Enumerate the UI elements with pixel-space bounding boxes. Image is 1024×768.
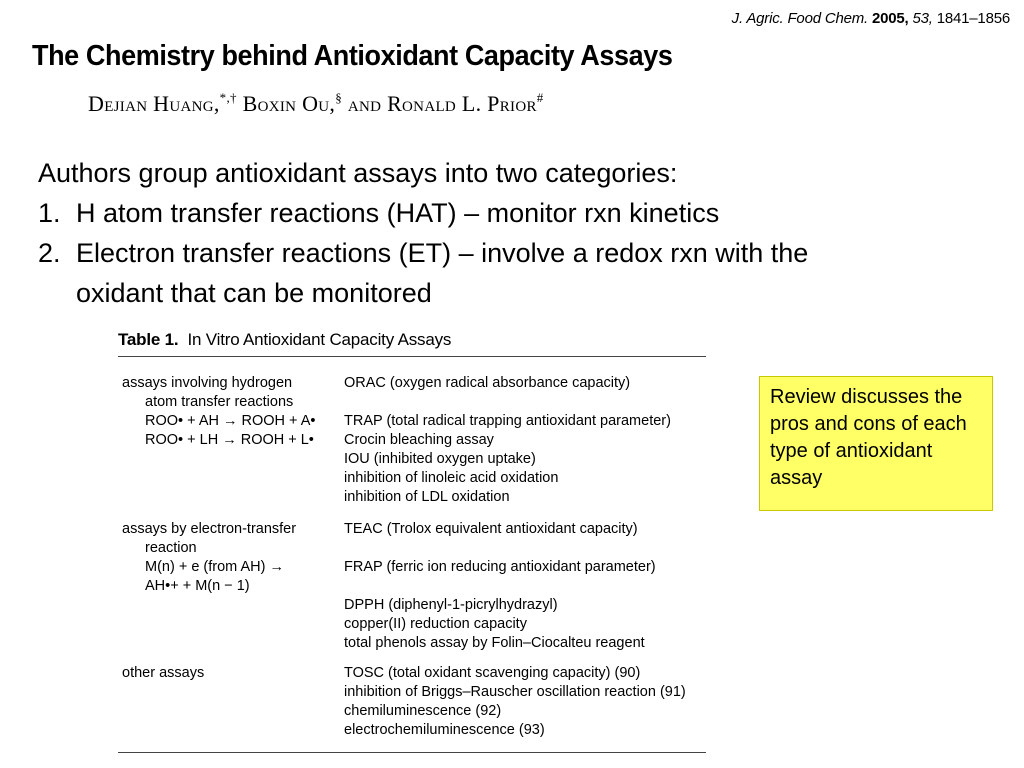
summary-item-1-text: H atom transfer reactions (HAT) – monitor rxn kinetics bbox=[76, 198, 720, 228]
assay-item: inhibition of linoleic acid oxidation bbox=[344, 470, 559, 486]
et-category-line: assays by electron-transfer bbox=[122, 521, 297, 537]
assay-item: electrochemiluminescence (93) bbox=[344, 722, 545, 738]
assay-spacer bbox=[344, 539, 714, 558]
journal-citation bbox=[732, 10, 1010, 27]
assay-item: Crocin bleaching assay bbox=[344, 432, 494, 448]
summary-text bbox=[38, 153, 1018, 313]
journal-name: J. Agric. Food Chem. bbox=[731, 10, 868, 27]
assay-item: copper(II) reduction capacity bbox=[344, 616, 527, 632]
author-3: Ronald L. Prior bbox=[387, 91, 537, 116]
assay-spacer bbox=[344, 393, 714, 412]
assay-item: TOSC (total oxidant scavenging capacity) (90) bbox=[344, 665, 641, 681]
author-3-marks: # bbox=[536, 90, 544, 105]
journal-year: 2005, bbox=[871, 10, 909, 27]
summary-intro: Authors group antioxidant assays into two categories: bbox=[38, 158, 678, 188]
hat-assays bbox=[344, 374, 714, 507]
author-line bbox=[88, 90, 544, 117]
assay-item: TEAC (Trolox equivalent antioxidant capacity) bbox=[344, 521, 638, 537]
hat-category-line: atom transfer reactions bbox=[145, 394, 294, 410]
author-1-marks: *,† bbox=[219, 90, 237, 105]
summary-item-2-text: Electron transfer reactions (ET) – involve a redox rxn with the bbox=[76, 238, 809, 268]
summary-item-2 bbox=[38, 233, 1018, 273]
paper-title: The Chemistry behind Antioxidant Capacity Assays bbox=[32, 40, 673, 72]
review-callout-box: Review discusses the pros and cons of each type of antioxidant assay bbox=[759, 376, 993, 511]
et-reaction-2: AH•+ + M(n − 1) bbox=[145, 578, 250, 594]
assay-item: chemiluminescence (92) bbox=[344, 703, 502, 719]
assay-item: inhibition of LDL oxidation bbox=[344, 489, 510, 505]
summary-item-1-number: 1. bbox=[38, 198, 61, 228]
summary-item-2-continuation: oxidant that can be monitored bbox=[76, 278, 432, 308]
table-top-rule bbox=[118, 356, 706, 357]
hat-reaction-1: ROO• + AH → ROOH + A• bbox=[145, 413, 316, 429]
other-category-line: other assays bbox=[122, 665, 205, 681]
table-bottom-rule bbox=[118, 752, 706, 753]
journal-volume: 53, bbox=[912, 10, 933, 27]
other-assays bbox=[344, 664, 714, 740]
journal-pages: 1841–1856 bbox=[936, 10, 1010, 27]
et-reaction-1: M(n) + e (from AH) → bbox=[145, 559, 284, 575]
assay-table bbox=[118, 330, 706, 760]
hat-category-line: assays involving hydrogen bbox=[122, 375, 293, 391]
author-and: and bbox=[347, 91, 382, 116]
et-category-line: reaction bbox=[145, 540, 197, 556]
et-assays bbox=[344, 520, 714, 653]
summary-item-2-number: 2. bbox=[38, 238, 61, 268]
assay-item: ORAC (oxygen radical absorbance capacity) bbox=[344, 375, 631, 391]
assay-item: inhibition of Briggs–Rauscher oscillation reaction (91) bbox=[344, 684, 686, 700]
table-label: Table 1. bbox=[118, 330, 179, 349]
assay-item: TRAP (total radical trapping antioxidant parameter) bbox=[344, 413, 671, 429]
hat-category bbox=[122, 374, 342, 450]
author-1: Dejian Huang, bbox=[88, 91, 220, 116]
assay-item: IOU (inhibited oxygen uptake) bbox=[344, 451, 536, 467]
assay-item: total phenols assay by Folin–Ciocalteu reagent bbox=[344, 635, 645, 651]
summary-item-1 bbox=[38, 193, 1018, 233]
assay-item: FRAP (ferric ion reducing antioxidant parameter) bbox=[344, 559, 656, 575]
assay-spacer bbox=[344, 577, 714, 596]
et-category bbox=[122, 520, 342, 596]
hat-reaction-2: ROO• + LH → ROOH + L• bbox=[145, 432, 314, 448]
table-caption-text: In Vitro Antioxidant Capacity Assays bbox=[187, 330, 452, 349]
author-2-marks: § bbox=[335, 90, 343, 105]
other-category bbox=[122, 664, 342, 683]
author-2: Boxin Ou, bbox=[242, 91, 336, 116]
table-caption bbox=[118, 330, 706, 350]
assay-item: DPPH (diphenyl-1-picrylhydrazyl) bbox=[344, 597, 558, 613]
